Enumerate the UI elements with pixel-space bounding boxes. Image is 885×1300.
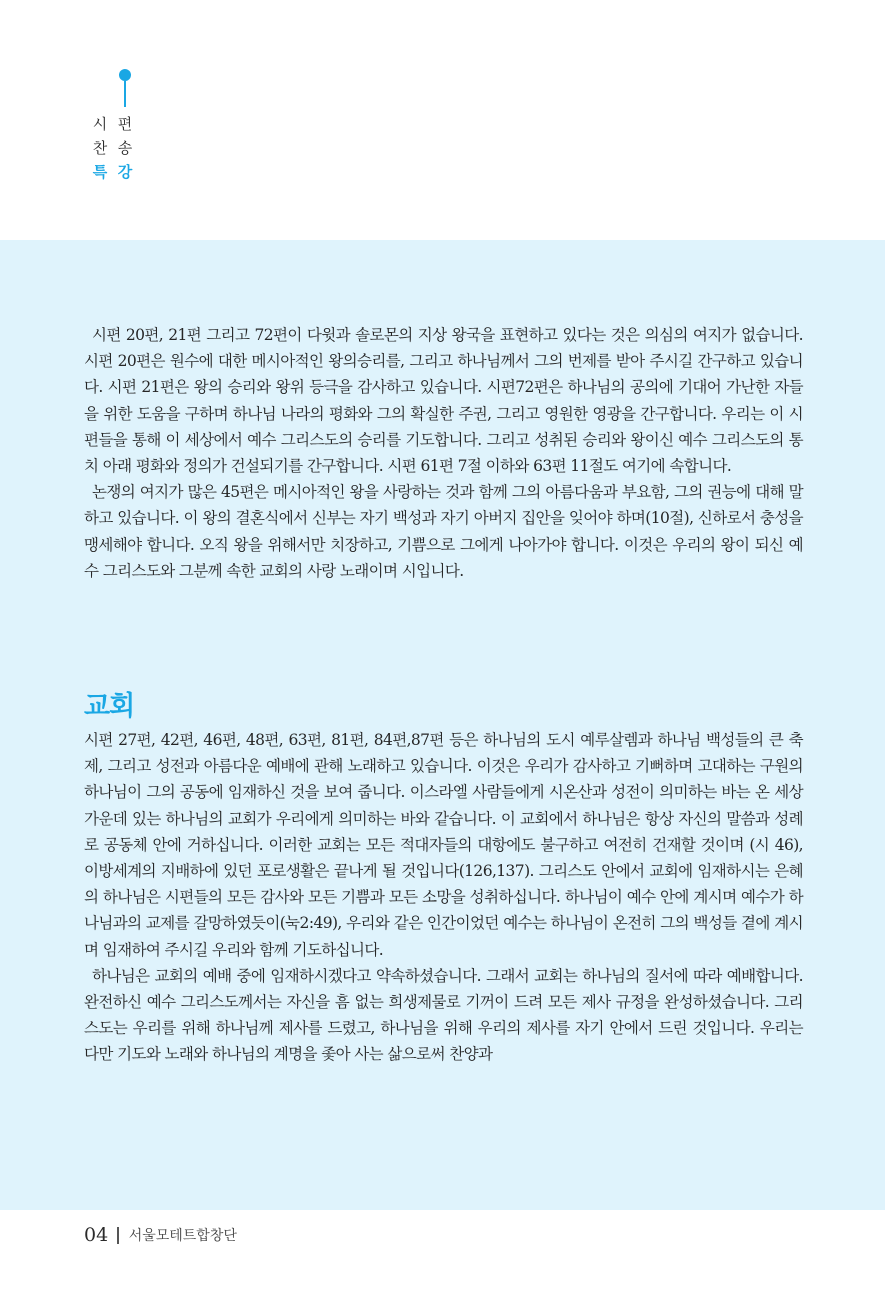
header-char: 편 <box>117 115 133 133</box>
publisher-name: 서울모테트합창단 <box>128 1228 237 1244</box>
header-title-column-left <box>90 112 110 184</box>
header-vertical-line <box>124 81 126 107</box>
paragraph: 시편 20편, 21편 그리고 72편이 다윗과 솔로몬의 지상 왕국을 표현하고 있다는 것은 의심의 여지가 없습니다. 시편 20편은 원수에 대한 메시아적인 왕의승리를, 그리고 하나님께서 그의 번제를 받아 주시길 간구하고 있습니다. 시편 21편은 왕의 승리와 왕위 등극을 감사하고 있습니다. 시편72편은 하나님의 공의에 기대어 가난한 자들을 위한 도움을 구하며 하나님 나라의 평화와 그의 확실한 주권, 그리고 영원한 영광을 간구합니다. 우리는 이 시편들을 통해 이 세상에서 예수 그리스도의 승리를 기도합니다. 그리고 성취된 승리와 왕이신 예수 그리스도의 통치 아래 평화와 정의가 건설되기를 간구합니다. 시편 61편 7절 이하와 63편 11절도 여기에 속합니다. <box>84 326 803 476</box>
header-title-column-right <box>115 112 135 184</box>
page-number: 04 <box>84 1224 109 1246</box>
paragraph: 시편 27편, 42편, 46편, 48편, 63편, 81편, 84편,87편 등은 하나님의 도시 예루살렘과 하나님 백성들의 큰 축제, 그리고 성전과 아름다운 예배에 관해 노래하고 있습니다. 이것은 우리가 감사하고 기뻐하며 고대하는 구원의 하나님이 그의 공동에 임재하신 것을 보여 줍니다. 이스라엘 사람들에게 시온산과 성전이 의미하는 바는 온 세상 가운데 있는 하나님의 교회가 우리에게 의미하는 바와 같습니다. 이 교회에서 하나님은 항상 자신의 말씀과 성례로 공동체 안에 거하십니다. 이러한 교회는 모든 적대자들의 대항에도 불구하고 여전히 건재할 것이며 (시 46), 이방세계의 지배하에 있던 포로생활은 끝나게 될 것입니다(126,137). 그리스도 안에서 교회에 임재하시는 은혜의 하나님은 시편들의 모든 감사와 모든 기쁨과 모든 소망을 성취하십니다. 하나님이 예수 안에 계시며 예수가 하나님과의 교제를 갈망하였듯이(눅2:49), 우리와 같은 인간이었던 예수는 하나님이 온전히 그의 백성들 곁에 계시며 임재하여 주시길 우리와 함께 기도하십니다. <box>84 731 803 959</box>
header-char-accent: 특 <box>92 163 108 181</box>
page-footer <box>84 1220 237 1250</box>
section-2-body <box>84 727 803 1068</box>
header-char-accent: 강 <box>117 163 133 181</box>
footer-separator <box>117 1227 119 1244</box>
header-char: 찬 <box>92 139 108 157</box>
header-char: 송 <box>117 139 133 157</box>
paragraph: 논쟁의 여지가 많은 45편은 메시아적인 왕을 사랑하는 것과 함께 그의 아름다움과 부요함, 그의 권능에 대해 말하고 있습니다. 이 왕의 결혼식에서 신부는 자기 백성과 자기 아버지 집안을 잊어야 하며(10절), 신하로서 충성을 맹세해야 합니다. 오직 왕을 위해서만 치장하고, 기쁨으로 그에게 나아가야 합니다. 이것은 우리의 왕이 되신 예수 그리스도와 그분께 속한 교회의 사랑 노래이며 시입니다. <box>84 483 803 580</box>
header-dot-icon <box>119 69 131 81</box>
header-char: 시 <box>92 115 108 133</box>
section-1-body <box>84 322 803 584</box>
paragraph: 하나님은 교회의 예배 중에 임재하시겠다고 약속하셨습니다. 그래서 교회는 하나님의 질서에 따라 예배합니다. 완전하신 예수 그리스도께서는 자신을 흠 없는 희생제물로 기꺼이 드려 모든 제사 규정을 완성하셨습니다. 그리스도는 우리를 위해 하나님께 제사를 드렸고, 하나님을 위해 우리의 제사를 자기 안에서 드린 것입니다. 우리는 다만 기도와 노래와 하나님의 계명을 좇아 사는 삶으로써 찬양과 <box>84 966 803 1064</box>
section-heading: 교회 <box>84 691 135 722</box>
